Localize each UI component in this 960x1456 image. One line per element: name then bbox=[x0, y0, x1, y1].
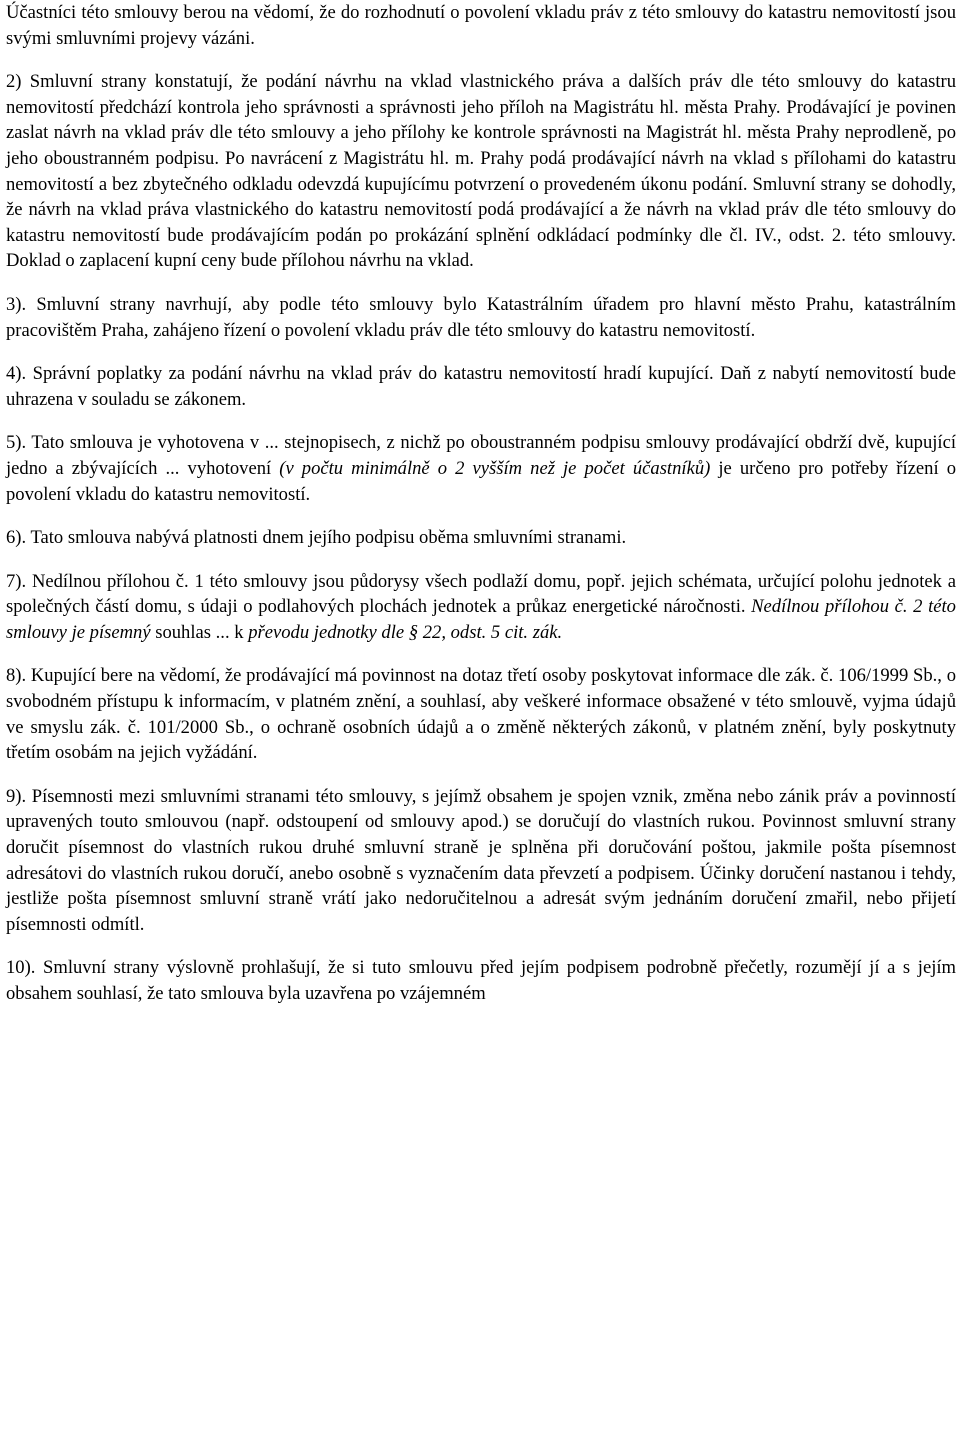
paragraph-5-italic-note: (v počtu minimálně o 2 vyšším než je počet účastníků) bbox=[279, 457, 711, 479]
paragraph-gap bbox=[6, 507, 956, 525]
paragraph-7-italic-1: Nedílnou přílohou č. 2 této smlouvy je písemný bbox=[6, 596, 956, 643]
paragraph-gap bbox=[6, 412, 956, 430]
paragraph-gap bbox=[6, 766, 956, 784]
paragraph-gap bbox=[6, 937, 956, 955]
paragraph-9: 9). Písemnosti mezi smluvními stranami této smlouvy, s jejímž obsahem je spojen vznik, změna nebo zánik práv a povinností upravených touto smlouvou (např. odstoupení od smlouvy apod.) se doručují do vlastních rukou. Povinnost smluvní strany doručit písemnost do vlastních rukou druhé smluvní straně je splněna při doručování poštou, jakmile pošta písemnost adresátovi do vlastních rukou doručí, anebo osobně s vyznačením data převzetí a podpisem. Účinky doručení nastanou i tehdy, jestliže pošta písemnost smluvní straně vrátí jako nedoručitelnou a adresát svým jednáním doručení zmařil, nebo přijetí písemnosti odmítl. bbox=[6, 785, 956, 935]
paragraph-gap bbox=[6, 51, 956, 69]
paragraph-10: 10). Smluvní strany výslovně prohlašují, že si tuto smlouvu před jejím podpisem podrobně přečetly, rozumějí jí a s jejím obsahem souhlasí, že tato smlouva byla uzavřena po vzájemném bbox=[6, 957, 956, 1004]
paragraph-7-text-a: 7). Nedílnou přílohou č. 1 této smlouvy jsou půdorysy všech podlaží domu, popř. jejich schémata, určující polohu jednotek a společných částí domu, s údaji o podlahových plochách jednotek a průkaz energetické náročnosti. bbox=[6, 570, 956, 618]
paragraph-gap bbox=[6, 274, 956, 292]
paragraph-intro: Účastníci této smlouvy berou na vědomí, že do rozhodnutí o povolení vkladu práv z této smlouvy do katastru nemovitostí jsou svými smluvními projevy vázáni. bbox=[6, 2, 956, 49]
paragraph-5 bbox=[6, 430, 956, 507]
paragraph-6: 6). Tato smlouva nabývá platnosti dnem jejího podpisu oběma smluvními stranami. bbox=[6, 527, 627, 549]
paragraph-gap bbox=[6, 645, 956, 663]
paragraph-5-text-a: 5). Tato smlouva je vyhotovena v ... stejnopisech, z nichž po oboustranném podpisu smlouvy prodávající obdrží dvě, kupující jedno a zbývajících ... vyhotovení bbox=[6, 432, 956, 479]
paragraph-7-text-b: souhlas ... k bbox=[150, 621, 249, 643]
paragraph-gap bbox=[6, 551, 956, 569]
paragraph-5-text-b: je určeno pro potřeby řízení o povolení vkladu do katastru nemovitostí. bbox=[6, 457, 956, 505]
paragraph-7 bbox=[6, 569, 956, 646]
paragraph-8: 8). Kupující bere na vědomí, že prodávající má povinnost na dotaz třetí osoby poskytovat informace dle zák. č. 106/1999 Sb., o svobodném přístupu k informacím, v platném znění, a souhlasí, aby veškeré informace obsažené v této smlouvě, vyjma údajů ve smyslu zák. č. 101/2000 Sb., o ochraně osobních údajů a o změně některých zákonů, v platném znění, byly poskytnuty třetím osobám na jejich vyžádání. bbox=[6, 665, 956, 764]
paragraph-2: 2) Smluvní strany konstatují, že podání návrhu na vklad vlastnického práva a dalších práv dle této smlouvy do katastru nemovitostí předchází kontrola jeho správnosti a správnosti jeho příloh na Magistrátu hl. města Prahy. Prodávající je povinen zaslat návrh na vklad práv dle této smlouvy a jeho přílohy ke kontrole správnosti na Magistrát hl. města Prahy neprodleně, po jeho oboustranném podpisu. Po navrácení z Magistrátu hl. m. Prahy podá prodávající návrh na vklad s přílohami do katastru nemovitostí a bez zbytečného odkladu odevzdá kupujícímu potvrzení o provedeném úkonu podání. Smluvní strany se dohodly, že návrh na vklad práva vlastnického do katastru nemovitostí podá prodávající a že návrh na vklad práv dle této smlouvy do katastru nemovitostí bude prodávajícím podán po prokázání splnění odkládací podmínky dle čl. IV., odst. 2. této smlouvy. Doklad o zaplacení kupní ceny bude přílohou návrhu na vklad. bbox=[6, 71, 956, 272]
paragraph-3: 3). Smluvní strany navrhují, aby podle této smlouvy bylo Katastrálním úřadem pro hlavní město Prahu, katastrálním pracovištěm Praha, zahájeno řízení o povolení vkladu práv dle této smlouvy do katastru nemovitostí. bbox=[6, 293, 956, 341]
paragraph-4: 4). Správní poplatky za podání návrhu na vklad práv do katastru nemovitostí hradí kupující. Daň z nabytí nemovitostí bude uhrazena v souladu se zákonem. bbox=[6, 363, 956, 410]
paragraph-7-italic-2: převodu jednotky dle § 22, odst. 5 cit. zák. bbox=[248, 621, 563, 643]
paragraph-gap bbox=[6, 343, 956, 361]
